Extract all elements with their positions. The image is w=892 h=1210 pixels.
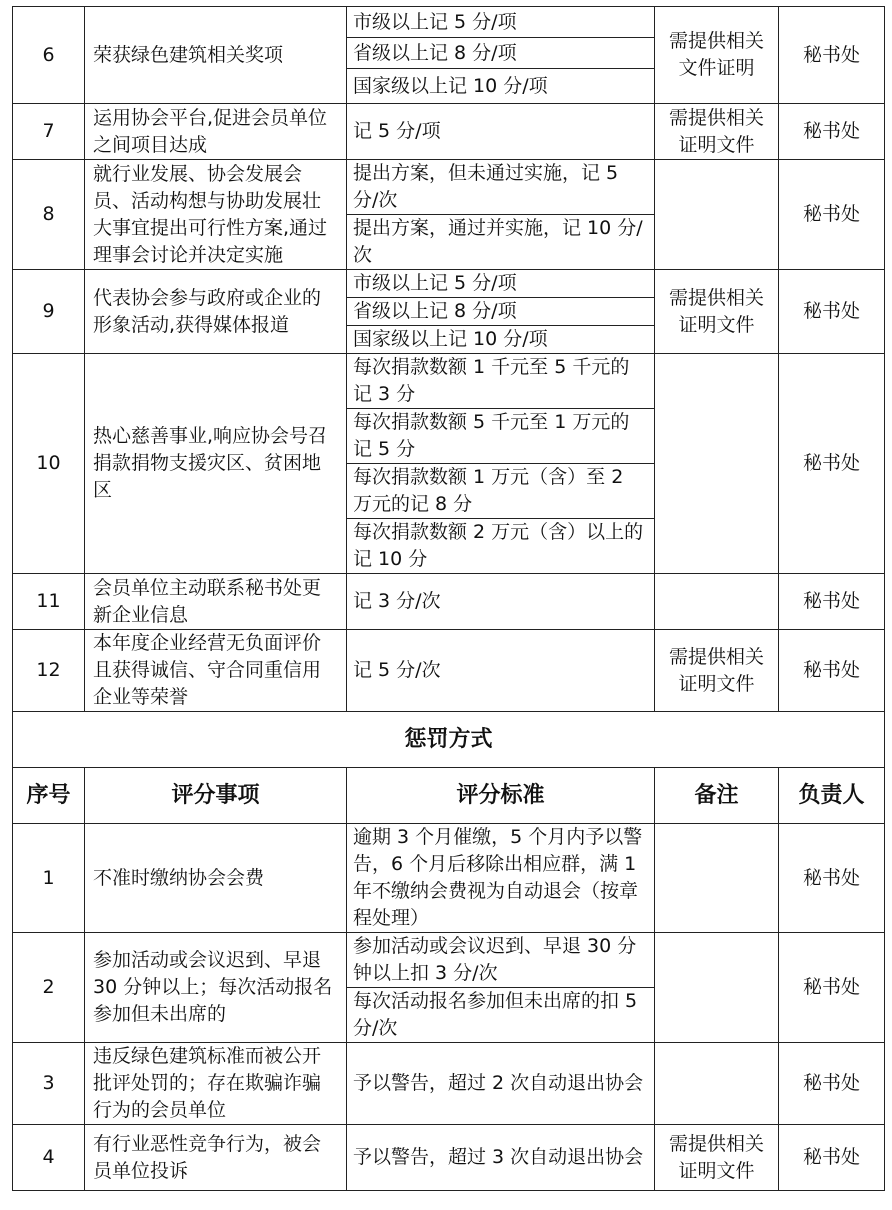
penalty-section-title: 惩罚方式 — [13, 712, 885, 768]
scoring-item: 热心慈善事业,响应协会号召捐款捐物支援灾区、贫困地区 — [85, 354, 347, 574]
remark — [655, 824, 779, 933]
responsible-party: 秘书处 — [779, 630, 885, 712]
responsible-party: 秘书处 — [779, 354, 885, 574]
scoring-item: 会员单位主动联系秘书处更新企业信息 — [85, 574, 347, 630]
responsible-party: 秘书处 — [779, 1125, 885, 1191]
scoring-item: 运用协会平台,促进会员单位之间项目达成 — [85, 104, 347, 160]
table-row — [13, 7, 885, 38]
scoring-criterion: 国家级以上记 10 分/项 — [347, 69, 655, 104]
header-item: 评分事项 — [85, 768, 347, 824]
scoring-criterion: 省级以上记 8 分/项 — [347, 298, 655, 326]
remark — [655, 1043, 779, 1125]
scoring-criterion: 参加活动或会议迟到、早退 30 分钟以上扣 3 分/次 — [347, 933, 655, 988]
remark: 需提供相关证明文件 — [655, 1125, 779, 1191]
row-number: 2 — [13, 933, 85, 1043]
row-number: 8 — [13, 160, 85, 270]
row-number: 3 — [13, 1043, 85, 1125]
scoring-criterion: 记 3 分/次 — [347, 574, 655, 630]
remark: 需提供相关证明文件 — [655, 270, 779, 354]
table-header-row — [13, 768, 885, 824]
scoring-criterion: 每次活动报名参加但未出席的扣 5 分/次 — [347, 988, 655, 1043]
responsible-party: 秘书处 — [779, 574, 885, 630]
scoring-criterion: 市级以上记 5 分/项 — [347, 270, 655, 298]
row-number: 7 — [13, 104, 85, 160]
row-number: 6 — [13, 7, 85, 104]
header-note: 备注 — [655, 768, 779, 824]
remark — [655, 160, 779, 270]
table-row — [13, 824, 885, 933]
scoring-criterion: 国家级以上记 10 分/项 — [347, 326, 655, 354]
scoring-item: 荣获绿色建筑相关奖项 — [85, 7, 347, 104]
scoring-item: 违反绿色建筑标准而被公开批评处罚的；存在欺骗诈骗行为的会员单位 — [85, 1043, 347, 1125]
scoring-criterion: 省级以上记 8 分/项 — [347, 38, 655, 69]
remark — [655, 574, 779, 630]
scoring-criterion: 市级以上记 5 分/项 — [347, 7, 655, 38]
responsible-party: 秘书处 — [779, 160, 885, 270]
table-row — [13, 104, 885, 160]
row-number: 11 — [13, 574, 85, 630]
scoring-table — [12, 6, 885, 1191]
remark: 需提供相关文件证明 — [655, 7, 779, 104]
scoring-criterion: 逾期 3 个月催缴，5 个月内予以警告，6 个月后移除出相应群，满 1 年不缴纳会费视为自动退会（按章程处理） — [347, 824, 655, 933]
remark — [655, 354, 779, 574]
table-row — [13, 1125, 885, 1191]
section-title-row — [13, 712, 885, 768]
scoring-criterion: 每次捐款数额 1 千元至 5 千元的记 3 分 — [347, 354, 655, 409]
scoring-criterion: 每次捐款数额 5 千元至 1 万元的记 5 分 — [347, 409, 655, 464]
responsible-party: 秘书处 — [779, 824, 885, 933]
responsible-party: 秘书处 — [779, 104, 885, 160]
remark: 需提供相关证明文件 — [655, 630, 779, 712]
scoring-item: 就行业发展、协会发展会员、活动构想与协助发展壮大事宜提出可行性方案,通过理事会讨论并决定实施 — [85, 160, 347, 270]
scoring-criterion: 提出方案，但未通过实施，记 5 分/次 — [347, 160, 655, 215]
scoring-item: 代表协会参与政府或企业的形象活动,获得媒体报道 — [85, 270, 347, 354]
row-number: 12 — [13, 630, 85, 712]
responsible-party: 秘书处 — [779, 7, 885, 104]
scoring-item: 有行业恶性竞争行为，被会员单位投诉 — [85, 1125, 347, 1191]
scoring-criterion: 每次捐款数额 1 万元（含）至 2 万元的记 8 分 — [347, 464, 655, 519]
scoring-criterion: 记 5 分/项 — [347, 104, 655, 160]
scoring-item: 本年度企业经营无负面评价且获得诚信、守合同重信用企业等荣誉 — [85, 630, 347, 712]
scoring-criterion: 予以警告，超过 2 次自动退出协会 — [347, 1043, 655, 1125]
remark: 需提供相关证明文件 — [655, 104, 779, 160]
row-number: 9 — [13, 270, 85, 354]
remark — [655, 933, 779, 1043]
header-number: 序号 — [13, 768, 85, 824]
scoring-criterion: 予以警告，超过 3 次自动退出协会 — [347, 1125, 655, 1191]
responsible-party: 秘书处 — [779, 270, 885, 354]
header-owner: 负责人 — [779, 768, 885, 824]
table-row — [13, 1043, 885, 1125]
header-criteria: 评分标准 — [347, 768, 655, 824]
row-number: 1 — [13, 824, 85, 933]
responsible-party: 秘书处 — [779, 1043, 885, 1125]
row-number: 4 — [13, 1125, 85, 1191]
scoring-criterion: 记 5 分/次 — [347, 630, 655, 712]
table-row — [13, 270, 885, 298]
scoring-criterion: 提出方案，通过并实施，记 10 分/次 — [347, 215, 655, 270]
row-number: 10 — [13, 354, 85, 574]
responsible-party: 秘书处 — [779, 933, 885, 1043]
scoring-item: 参加活动或会议迟到、早退 30 分钟以上；每次活动报名参加但未出席的 — [85, 933, 347, 1043]
scoring-criterion: 每次捐款数额 2 万元（含）以上的记 10 分 — [347, 519, 655, 574]
table-row — [13, 933, 885, 988]
scoring-item: 不准时缴纳协会会费 — [85, 824, 347, 933]
table-row — [13, 630, 885, 712]
table-row — [13, 160, 885, 215]
table-row — [13, 574, 885, 630]
table-row — [13, 354, 885, 409]
